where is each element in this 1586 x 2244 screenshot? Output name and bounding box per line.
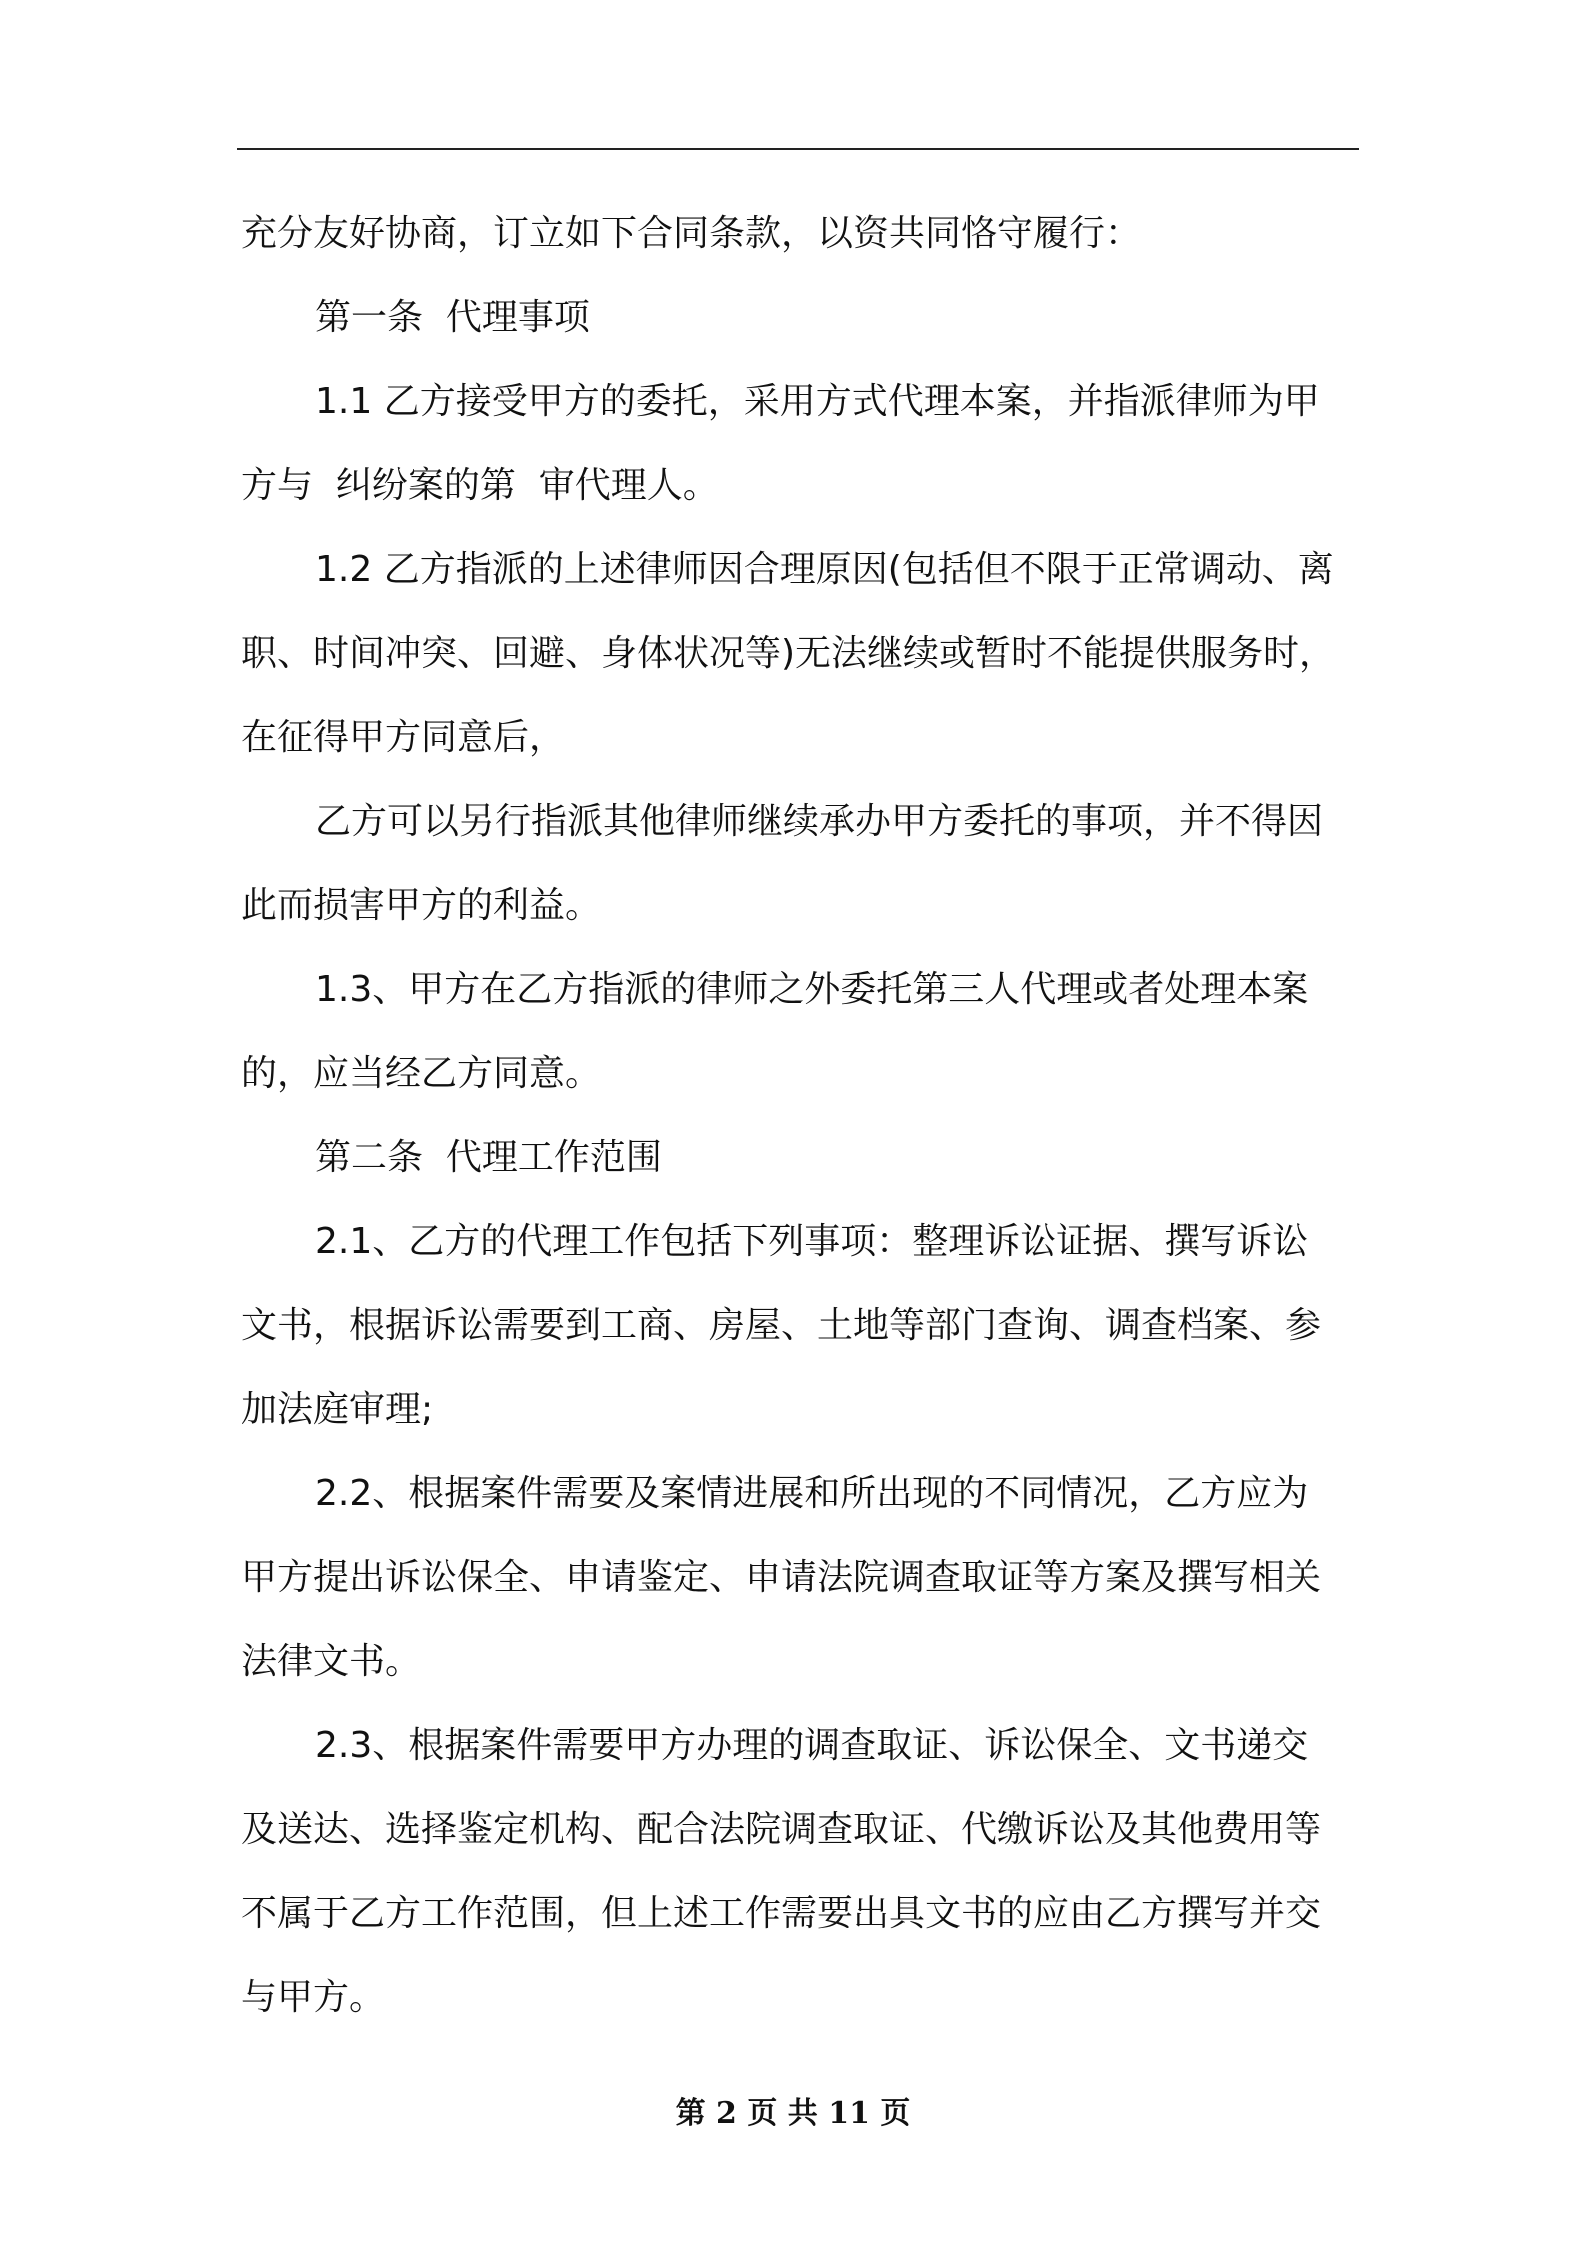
text-line: 职、时间冲突、回避、身体状况等)无法继续或暂时不能提供服务时， (241, 633, 1336, 674)
text-line: 及送达、选择鉴定机构、配合法院调查取证、代缴诉讼及其他费用等 (241, 1809, 1322, 1850)
text-line: 1.1 乙方接受甲方的委托，采用方式代理本案，并指派律师为甲 (315, 381, 1320, 422)
text-line: 第一条 代理事项 (315, 297, 590, 338)
text-line: 加法庭审理; (241, 1389, 434, 1430)
header-rule (237, 148, 1359, 150)
text-line: 乙方可以另行指派其他律师继续承办甲方委托的事项，并不得因 (315, 801, 1324, 842)
document-body (241, 192, 1359, 2040)
text-line: 2.1、乙方的代理工作包括下列事项：整理诉讼证据、撰写诉讼 (315, 1221, 1309, 1262)
text-line: 此而损害甲方的利益。 (241, 885, 602, 926)
text-line: 第二条 代理工作范围 (315, 1137, 662, 1178)
text-line: 甲方提出诉讼保全、申请鉴定、申请法院调查取证等方案及撰写相关 (241, 1557, 1322, 1598)
text-line: 1.3、甲方在乙方指派的律师之外委托第三人代理或者处理本案 (315, 969, 1309, 1010)
text-line: 充分友好协商，订立如下合同条款，以资共同恪守履行： (241, 213, 1142, 254)
text-line: 2.2、根据案件需要及案情进展和所出现的不同情况，乙方应为 (315, 1473, 1309, 1514)
text-line: 1.2 乙方指派的上述律师因合理原因(包括但不限于正常调动、离 (315, 549, 1334, 590)
text-line: 方与 纠纷案的第 审代理人。 (241, 465, 719, 506)
page-number-footer: 第 2 页 共 11 页 (675, 2096, 911, 2131)
text-line: 在征得甲方同意后， (241, 717, 566, 758)
text-line: 2.3、根据案件需要甲方办理的调查取证、诉讼保全、文书递交 (315, 1725, 1309, 1766)
text-line: 不属于乙方工作范围，但上述工作需要出具文书的应由乙方撰写并交 (241, 1893, 1322, 1934)
text-line: 文书，根据诉讼需要到工商、房屋、土地等部门查询、调查档案、参 (241, 1305, 1322, 1346)
text-line: 的，应当经乙方同意。 (241, 1053, 602, 1094)
text-line: 法律文书。 (241, 1641, 422, 1682)
text-line: 与甲方。 (241, 1977, 386, 2018)
